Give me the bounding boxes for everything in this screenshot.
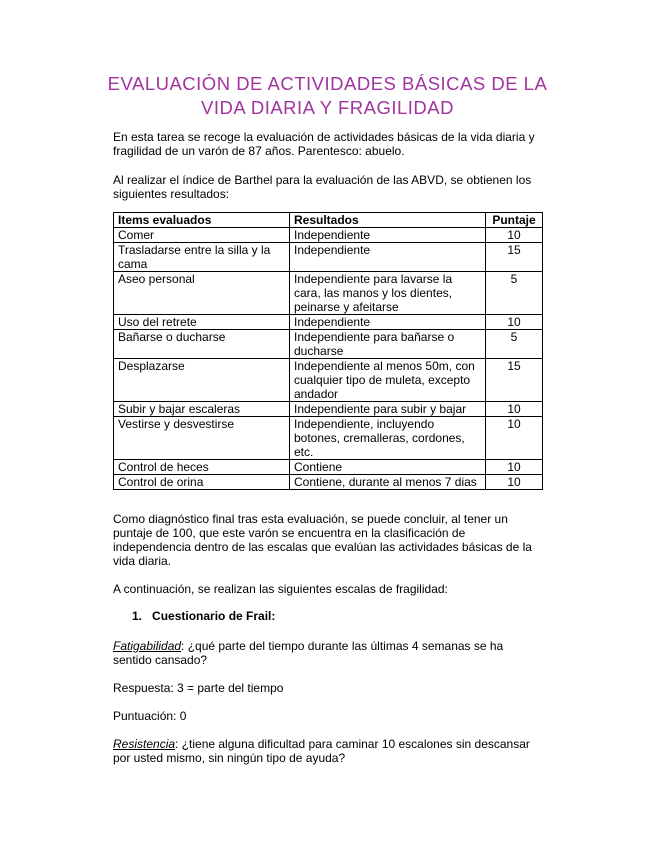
table-header-row (114, 213, 543, 228)
resistance-question-paragraph (113, 737, 545, 765)
title-line-1: EVALUACIÓN DE ACTIVIDADES BÁSICAS DE LA (107, 73, 548, 94)
header-items: Items evaluados (114, 213, 290, 228)
cell-score: 15 (486, 359, 543, 402)
cell-score: 10 (486, 228, 543, 243)
cell-score: 10 (486, 315, 543, 330)
table-row (114, 315, 543, 330)
intro-paragraph: En esta tarea se recoge la evaluación de actividades básicas de la vida diaria y fragilidad de un varón de 87 años. Parentesco: abuelo. (113, 130, 535, 158)
cell-item: Vestirse y desvestirse (114, 417, 290, 460)
cell-result: Independiente (290, 228, 486, 243)
page-title (100, 72, 555, 120)
cell-item: Bañarse o ducharse (114, 330, 290, 359)
cell-score: 10 (486, 402, 543, 417)
resistance-question: : ¿tiene alguna dificultad para caminar 10 escalones sin descansar por usted mismo, sin ningún tipo de ayuda? (113, 737, 530, 765)
table-row (114, 330, 543, 359)
table-row (114, 243, 543, 272)
table-row (114, 402, 543, 417)
cell-result: Contiene (290, 460, 486, 475)
barthel-table (113, 212, 543, 490)
cell-result: Independiente (290, 243, 486, 272)
cell-item: Trasladarse entre la silla y la cama (114, 243, 290, 272)
fatigue-label: Fatigabilidad (113, 639, 182, 653)
cell-result: Independiente para subir y bajar (290, 402, 486, 417)
cell-score: 15 (486, 243, 543, 272)
diagnosis-paragraph: Como diagnóstico final tras esta evaluación, se puede concluir, al tener un puntaje de 100, que este varón se encuentra en la clasificación de independencia dentro de las escalas que evalúan las actividades básicas de la vida diaria. (113, 512, 532, 568)
cell-score: 10 (486, 460, 543, 475)
cell-item: Subir y bajar escaleras (114, 402, 290, 417)
cell-result: Independiente (290, 315, 486, 330)
table-row (114, 460, 543, 475)
cell-item: Comer (114, 228, 290, 243)
cell-score: 10 (486, 417, 543, 460)
cell-score: 5 (486, 330, 543, 359)
section-title: Cuestionario de Frail: (152, 609, 276, 623)
table-row (114, 272, 543, 315)
fatigue-question-paragraph (113, 639, 545, 667)
cell-score: 10 (486, 475, 543, 490)
cell-score: 5 (486, 272, 543, 315)
cell-item: Uso del retrete (114, 315, 290, 330)
cell-result: Independiente para lavarse la cara, las manos y los dientes, peinarse y afeitarse (290, 272, 486, 315)
title-line-2: VIDA DIARIA Y FRAGILIDAD (201, 97, 454, 118)
cell-result: Contiene, durante al menos 7 dias (290, 475, 486, 490)
fatigue-answer: Respuesta: 3 = parte del tiempo (113, 681, 284, 695)
section-heading-frail (132, 609, 275, 623)
table-row (114, 359, 543, 402)
fatigue-question: : ¿qué parte del tiempo durante las últimas 4 semanas se ha sentido cansado? (113, 639, 504, 667)
cell-item: Desplazarse (114, 359, 290, 402)
section-number: 1. (132, 609, 143, 623)
table-row (114, 475, 543, 490)
cell-item: Aseo personal (114, 272, 290, 315)
fatigue-score: Puntuación: 0 (113, 709, 187, 723)
resistance-label: Resistencia (113, 737, 176, 751)
cell-item: Control de orina (114, 475, 290, 490)
table-row (114, 417, 543, 460)
table-row (114, 228, 543, 243)
cell-result: Independiente, incluyendo botones, cremalleras, cordones, etc. (290, 417, 486, 460)
cell-item: Control de heces (114, 460, 290, 475)
header-results: Resultados (290, 213, 486, 228)
cell-result: Independiente para bañarse o ducharse (290, 330, 486, 359)
header-score: Puntaje (486, 213, 543, 228)
barthel-intro-paragraph: Al realizar el índice de Barthel para la evaluación de las ABVD, se obtienen los siguientes resultados: (113, 173, 532, 201)
fragility-intro-paragraph: A continuación, se realizan las siguientes escalas de fragilidad: (113, 582, 448, 596)
cell-result: Independiente al menos 50m, con cualquier tipo de muleta, excepto andador (290, 359, 486, 402)
